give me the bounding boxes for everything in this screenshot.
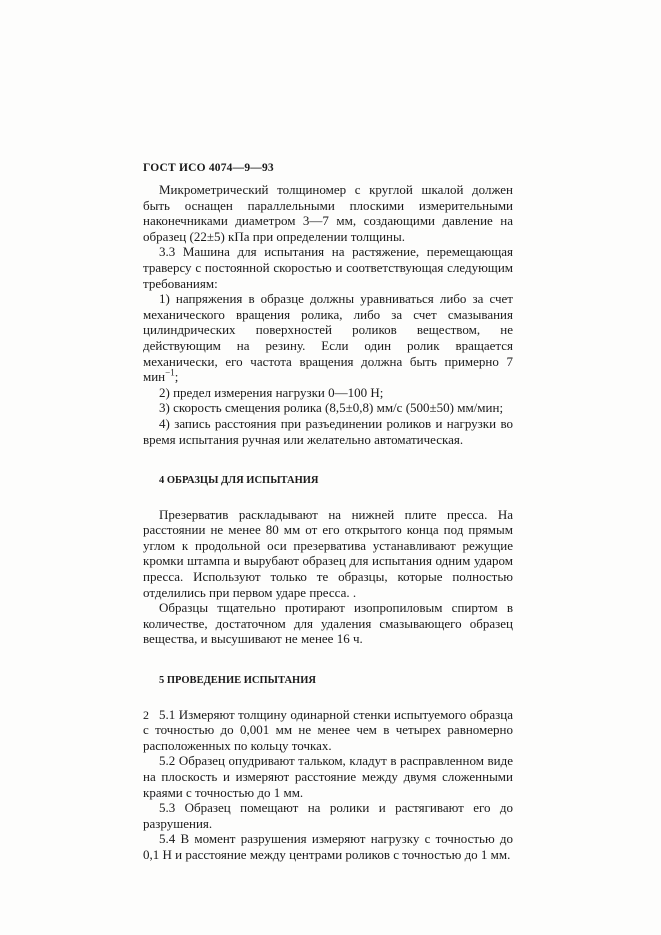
section-4-block	[143, 507, 513, 647]
list-item-1-end: ;	[174, 369, 179, 385]
paragraph-3-3: 3.3 Машина для испытания на растяжение, перемещающая траверсу с постоянной скоростью и соответствующая следующим требованиям:	[143, 244, 513, 291]
paragraph: Образцы тщательно протирают изопропиловым спиртом в количестве, достаточном для удаления смазывающего образец вещества, и высушивают не менее 16 ч.	[143, 600, 513, 647]
paragraph: Презерватив раскладывают на нижней плите пресса. На расстоянии не менее 80 мм от его открытого конца под прямым углом к продольной оси презерватива устанавливают режущие кромки штампа и вырубают образец для испытания одним ударом пресса. Используют только те образцы, которые полностью отделились при первом ударе пресса. .	[143, 506, 513, 600]
exponent: −1	[165, 367, 175, 378]
page-content	[143, 182, 513, 863]
list-item-4: 4) запись расстояния при разъединении роликов и нагрузки во время испытания ручная или желательно автоматическая.	[143, 415, 513, 447]
list-item-3: 3) скорость смещения ролика (8,5±0,8) мм/с (500±50) мм/мин;	[159, 400, 504, 416]
page-number: 2	[143, 708, 149, 722]
section-5-heading: 5 ПРОВЕДЕНИЕ ИСПЫТАНИЯ	[159, 675, 316, 687]
intro-block	[143, 182, 513, 447]
page-header: ГОСТ ИСО 4074—9—93	[143, 162, 274, 174]
section-4-heading: 4 ОБРАЗЦЫ ДЛЯ ИСПЫТАНИЯ	[159, 475, 319, 487]
list-item-1-text: 1) напряжения в образце должны уравниваться либо за счет механического вращения ролика, либо за счет смазывания цилиндрических поверхностей роликов веществом, не действующим на резину. Если один ролик вращается механически, его частота вращения должна быть примерно 7 мин	[143, 291, 513, 385]
paragraph-5-4: 5.4 В момент разрушения измеряют нагрузку с точностью до 0,1 Н и расстояние между центрами роликов с точностью до 1 мм.	[143, 831, 513, 862]
paragraph-5-1: 5.1 Измеряют толщину одинарной стенки испытуемого образца с точностью до 0,001 мм не менее чем в четырех равномерно расположенных по кольцу точках.	[143, 706, 513, 753]
paragraph-5-3: 5.3 Образец помещают на ролики и растягивают его до разрушения.	[143, 800, 513, 831]
list-item-2: 2) предел измерения нагрузки 0—100 Н;	[159, 384, 384, 400]
section-5-block	[143, 707, 513, 863]
list-item-1	[143, 291, 513, 385]
paragraph-5-2: 5.2 Образец опудривают тальком, кладут в расправленном виде на плоскость и измеряют расстояние между двумя сложенными краями с точностью до 1 мм.	[143, 753, 513, 800]
paragraph: Микрометрический толщиномер с круглой шкалой должен быть оснащен параллельными плоскими измерительными наконечниками диаметром 3—7 мм, создающими давление на образец (22±5) кПа при определении толщины.	[143, 182, 513, 244]
